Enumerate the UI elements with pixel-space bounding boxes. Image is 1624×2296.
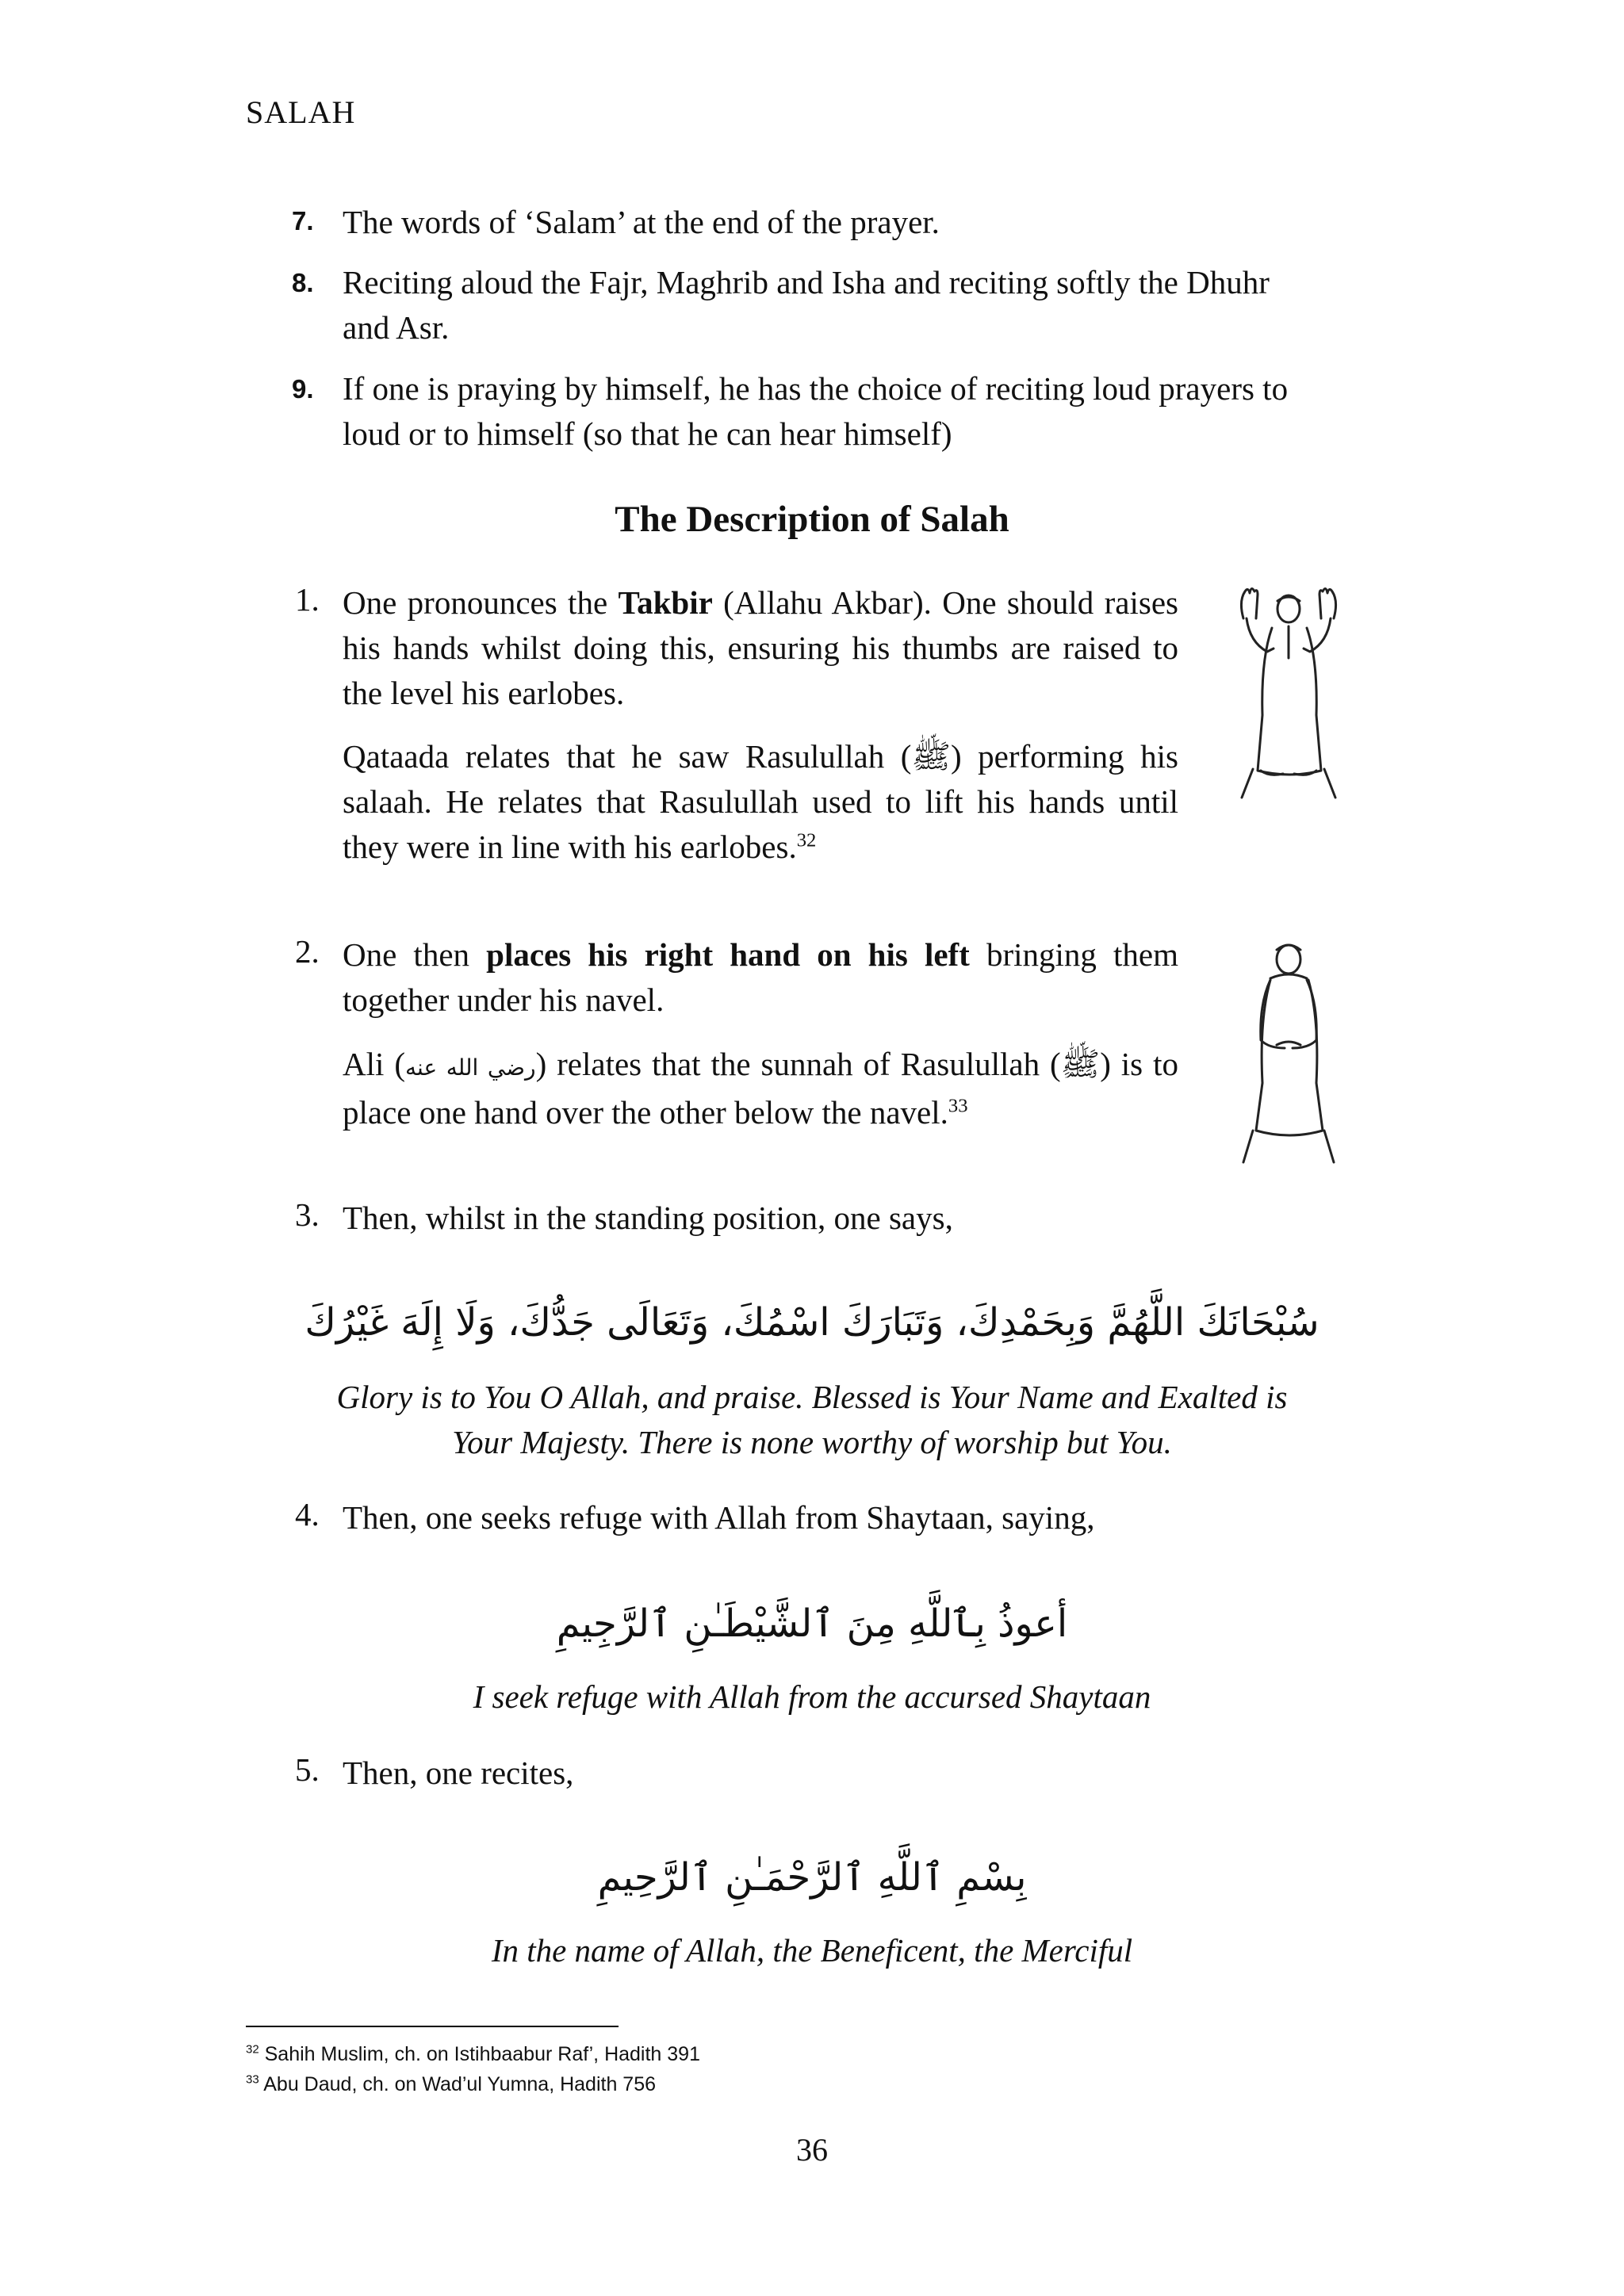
right-hand-term: places his right hand on his left (486, 936, 970, 973)
footnote-33: $^{33}$ Abu Daud, ch. on Wad’ul Yumna, Hadith 756 (246, 2072, 657, 2095)
list-item-text: and Asr. (343, 309, 450, 346)
taawwudh-arabic: أعوذُ بِٱللَّهِ مِنَ ٱلشَّيْطَـٰنِ ٱلرَّجِيمِ (556, 1601, 1068, 1646)
step-4-text: Then, one seeks refuge with Allah from Shaytaan, saying, (343, 1499, 1095, 1536)
qiyam-figure-illustration (1221, 928, 1356, 1165)
step-number: 1. (295, 581, 320, 618)
section-heading: The Description of Salah (615, 499, 1009, 540)
step-number: 3. (295, 1196, 320, 1233)
step-number: 5. (295, 1751, 320, 1788)
step-2-text: One then places his right hand on his left bringing them together under his navel. (343, 936, 1178, 1018)
list-number: 8. (292, 268, 314, 297)
footnote-32: $^{32}$ Sahih Muslim, ch. on Istihbaabur Raf’, Hadith 391 (246, 2042, 700, 2065)
list-item-text: If one is praying by himself, he has the choice of reciting loud prayers to (343, 370, 1289, 407)
basmala-arabic: بِسْمِ ٱللَّهِ ٱلرَّحْمَـٰنِ ٱلرَّحِيمِ (597, 1855, 1027, 1900)
list-item-text: loud or to himself (so that he can hear himself) (343, 415, 952, 452)
step-2-hadith: Ali (رضي الله عنه) relates that the sunnah of Rasulullah (ﷺ) is to place one hand over the other below the navel.$^{33}$ (343, 1046, 1178, 1131)
step-number: 2. (295, 933, 320, 970)
list-number: 7. (292, 206, 314, 235)
arabic-honorific: رضي الله عنه (404, 1054, 536, 1081)
step-3-text: Then, whilst in the standing position, one says, (343, 1200, 953, 1236)
thana-translation-line-1: Glory is to You O Allah, and praise. Blessed is Your Name and Exalted is (336, 1379, 1288, 1415)
step-5-text: Then, one recites, (343, 1755, 574, 1791)
step-1-hadith: Qataada relates that he saw Rasulullah (ﷺ) performing his salaah. He relates that Rasulullah used to lift his hands until they were in line with his earlobes.$^{32}$ (343, 738, 1178, 865)
takbir-term: Takbir (618, 584, 713, 621)
page-number: 36 (796, 2132, 828, 2168)
basmala-translation: In the name of Allah, the Beneficent, the Merciful (491, 1932, 1133, 1969)
step-number: 4. (295, 1496, 320, 1533)
footnote-ref: 32 (796, 829, 817, 851)
step-1-text: One pronounces the Takbir (Allahu Akbar). One should raises his hands whilst doing this, ensuring his thumbs are raised to the level his earlobes. (343, 584, 1178, 711)
list-item-text: Reciting aloud the Fajr, Maghrib and Isha and reciting softly the Dhuhr (343, 264, 1270, 300)
running-head: SALAH (246, 94, 356, 130)
takbir-figure-illustration (1221, 571, 1356, 801)
footnote-ref: 33 (948, 1095, 968, 1117)
list-item-text: The words of ‘Salam’ at the end of the prayer. (343, 204, 940, 240)
list-number: 9. (292, 374, 314, 404)
thana-arabic: سُبْحَانَكَ اللَّهُمَّ وَبِحَمْدِكَ، وَتَبَارَكَ اسْمُكَ، وَتَعَالَى جَدُّكَ، وَلَا إِلَهَ غَيْرُكَ (304, 1300, 1320, 1345)
thana-translation-line-2: Your Majesty. There is none worthy of worship but You. (452, 1424, 1172, 1460)
footnote-divider (246, 2026, 619, 2027)
taawwudh-translation: I seek refuge with Allah from the accursed Shaytaan (473, 1678, 1151, 1715)
